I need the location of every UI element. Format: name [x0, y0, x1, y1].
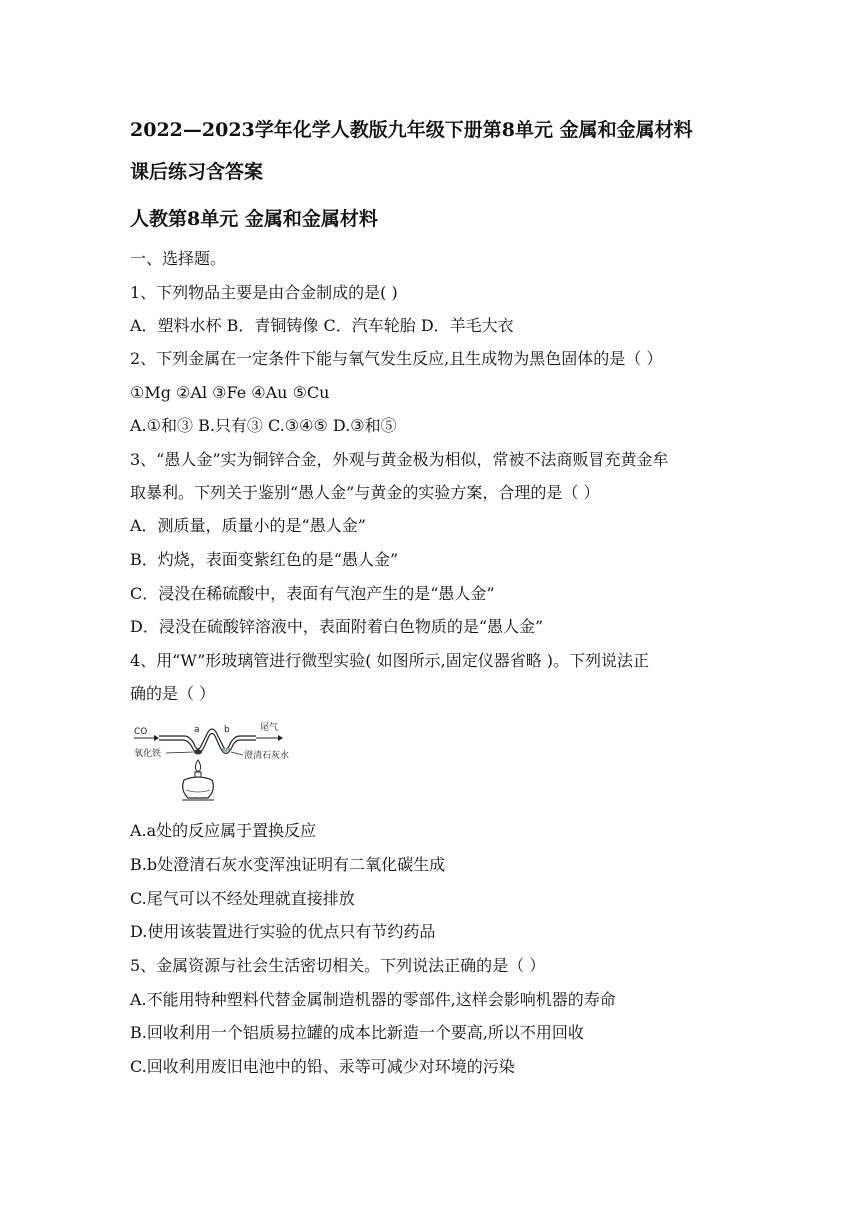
lamp-wick-holder [195, 772, 201, 777]
document-title-line2: 课后练习含答案 [130, 161, 264, 183]
section-title: 人教第8单元 金属和金属材料 [130, 208, 378, 230]
q3-stem-line2: 取暴利。下列关于鉴别“愚人金”与黄金的实验方案，合理的是（ ） [130, 483, 600, 502]
diagram-label-co: CO [134, 727, 148, 737]
flame-icon [195, 760, 200, 772]
q3-option-b: B．灼烧，表面变紫红色的是“愚人金” [130, 550, 399, 569]
tail-gas-arrow-head [278, 735, 283, 741]
q1-options: A．塑料水杯 B．青铜铸像 C．汽车轮胎 D．羊毛大衣 [130, 316, 514, 335]
q2-metal-list: ①Mg ②Al ③Fe ④Au ⑤Cu [130, 383, 330, 402]
part-heading: 一、选择题。 [130, 249, 227, 268]
diagram-label-tail-gas: 尾气 [260, 723, 279, 733]
q5-option-c: C.回收利用废旧电池中的铅、汞等可减少对环境的污染 [130, 1057, 515, 1076]
w-tube-apparatus-diagram [132, 718, 310, 808]
q3-option-d: D．浸没在硫酸锌溶液中，表面附着白色物质的是“愚人金” [130, 617, 544, 636]
q4-stem-line2: 确的是（ ） [130, 684, 216, 703]
q2-stem: 2、下列金属在一定条件下能与氧气发生反应,且生成物为黑色固体的是（ ） [130, 349, 663, 368]
q3-option-a: A．测质量，质量小的是“愚人金” [130, 516, 366, 535]
q3-stem-line1: 3、“愚人金”实为铜锌合金，外观与黄金极为相似，常被不法商贩冒充黄金牟 [130, 450, 669, 469]
alcohol-lamp [183, 777, 214, 798]
diagram-label-a: a [194, 725, 200, 735]
q4-option-c: C.尾气可以不经处理就直接排放 [130, 889, 355, 908]
document-title-line1: 2022—2023学年化学人教版九年级下册第8单元 金属和金属材料 [130, 119, 693, 141]
q5-option-b: B.回收利用一个铝质易拉罐的成本比新造一个要高,所以不用回收 [130, 1023, 584, 1042]
lamp-fuel-level [186, 790, 210, 792]
iron-oxide-sample [194, 750, 202, 755]
limewater-pointer [231, 752, 243, 755]
q2-options: A.①和③ B.只有③ C.③④⑤ D.③和⑤ [130, 416, 397, 435]
diagram-label-limewater: 澄清石灰水 [244, 751, 290, 761]
co-arrow-head [154, 735, 159, 741]
q1-stem: 1、下列物品主要是由合金制成的是( ) [130, 283, 398, 302]
q5-stem: 5、金属资源与社会生活密切相关。下列说法正确的是（ ） [130, 956, 546, 975]
diagram-label-b: b [224, 725, 230, 735]
iron-oxide-pointer [166, 752, 193, 753]
q4-stem-line1: 4、用“W”形玻璃管进行微型实验( 如图所示,固定仪器省略 )。下列说法正 [130, 651, 650, 670]
diagram-label-iron-oxide: 氧化铁 [134, 749, 162, 759]
q5-option-a: A.不能用特种塑料代替金属制造机器的零部件,这样会影响机器的寿命 [130, 990, 616, 1009]
q3-option-c: C．浸没在稀硫酸中，表面有气泡产生的是“愚人金” [130, 584, 495, 603]
q4-option-b: B.b处澄清石灰水变浑浊证明有二氧化碳生成 [130, 855, 446, 874]
q4-option-d: D.使用该装置进行实验的优点只有节约药品 [130, 922, 436, 941]
q4-option-a: A.a处的反应属于置换反应 [130, 821, 317, 840]
